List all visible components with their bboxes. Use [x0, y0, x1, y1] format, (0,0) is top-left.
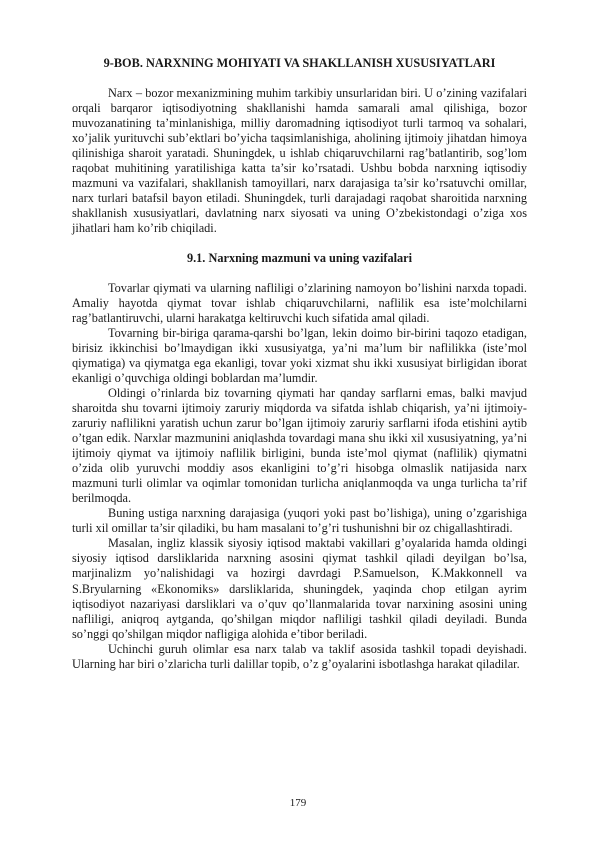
- body-paragraph: Tovarlar qiymati va ularning nafliligi o’zlarining namoyon bo’lishini narxda topadi. Amaliy hayotda qiymat tovar ishlab chiqaruvchilarni, naflilik esa iste’molchilarni rag’batlantiruvchi, ularni harakatga keltiruvchi kuch sifatida amal qiladi.: [72, 280, 527, 325]
- page-number: 179: [289, 797, 307, 809]
- body-paragraph: Uchinchi guruh olimlar esa narx talab va taklif asosida tashkil topadi deyishadi. Ularning har biri o’zlaricha turli dalillar topib, o’z g’oyalarini isbotlashga harakat qiladilar.: [72, 641, 527, 671]
- body-paragraph: Oldingi o’rinlarda biz tovarning qiymati har qanday sarflarni emas, balki mavjud sharoitda shu tovarni ijtimoiy zaruriy miqdorda va sifatda ishlab chiqarish, ya’ni ijtimoiy-zaruriy naflilikni yaratish uchun zarur bo’lgan ijtimoiy zaruriy sarflarni ifoda etishini aytib o’tgan edik. Narxlar mazmunini aniqlashda tovardagi mana shu ikki xil xususiyatning, ya’ni ijtimoiy qiymat va ijtimoiy naflilik birligini, bunda iste’mol qiymat (naflilik) qiymatni o’zida olib yuruvchi moddiy asos ekanligini to’g’ri hisobga olmaslik natijasida narx mazmuni turli olimlar va oqimlar tomonidan turlicha aniqlanmoqda va unga turlicha ta’rif berilmoqda.: [72, 385, 527, 506]
- body-paragraph: Tovarning bir-biriga qarama-qarshi bo’lgan, lekin doimo bir-birini taqozo etadigan, birisiz ikkinchisi bo’lmaydigan ikki xususiyatga, ya’ni ma’lum bir naflilikka (iste’mol qiymatiga) va qiymatga ega ekanligi, tovar yoki xizmat shu ikki xususiyat birligidan iborat ekanligi o’quvchiga oldingi boblardan ma’lumdir.: [72, 325, 527, 385]
- body-paragraph: Buning ustiga narxning darajasiga (yuqori yoki past bo’lishiga), uning o’zgarishiga turli xil omillar ta’sir qiladiki, bu ham masalani to’g’ri tushunishni bir oz chigallashtiradi.: [72, 506, 527, 536]
- body-paragraph: Masalan, ingliz klassik siyosiy iqtisod maktabi vakillari g’oyalarida hamda oldingi siyosiy iqtisod darsliklarida narxning asosini qiymat tashkil qiladi deyilgan bo’lsa, marjinalizm yo’nalishidagi va hozirgi davrdagi P.Samuelson, K.Makkonnell va S.Bryularning «Ekonomiks» darsliklarida, shuningdek, yaqinda chop etilgan ayrim iqtisodiyot nazariyasi darsliklari va o’quv qo’llanmalarida tovar narxining asosini uning nafliligi, aniqroq aytganda, qo’shilgan miqdor nafliligi tashkil qiladi deyiladi. Bunda so’nggi qo’shilgan miqdor nafligiga alohida e’tibor beriladi.: [72, 536, 527, 641]
- section-title: 9.1. Narxning mazmuni va uning vazifalari: [186, 250, 413, 265]
- page-body: [72, 56, 527, 672]
- chapter-title: 9-BOB. NARXNING MOHIYATI VA SHAKLLANISH XUSUSIYATLARI: [103, 56, 496, 70]
- intro-paragraph: Narx – bozor mexanizmining muhim tarkibiy unsurlaridan biri. U o’zining vazifalari orqali barqaror iqtisodiyotning shakllanishi hamda samarali amal qilishiga, bozor muvozanatining ta’minlanishiga, milliy daromadning iqtisodiyot turli tarmoq va sohalari, xo’jalik yurituvchi sub’ektlari bo’yicha taqsimlanishiga, aholining ijtimoiy jihatdan himoya qilinishiga sharoit yaratadi. Shuningdek, u ishlab chiqaruvchilarni rag’batlantirib, sog’lom raqobat muhitining yaratilishiga katta ta’sir ko’rsatadi. Ushbu bobda narxning iqtisodiy mazmuni va vazifalari, shakllanish tamoyillari, narx darajasiga ta’sir ko’rsatuvchi omillar, narx turlari batafsil bayon etiladi. Shuningdek, turli darajadagi raqobat sharoitida narxning shakllanish xususiyatlari, davlatning narx siyosati va uning O’zbekistondagi o’ziga xos jihatlari ham ko’rib chiqiladi.: [72, 86, 527, 236]
